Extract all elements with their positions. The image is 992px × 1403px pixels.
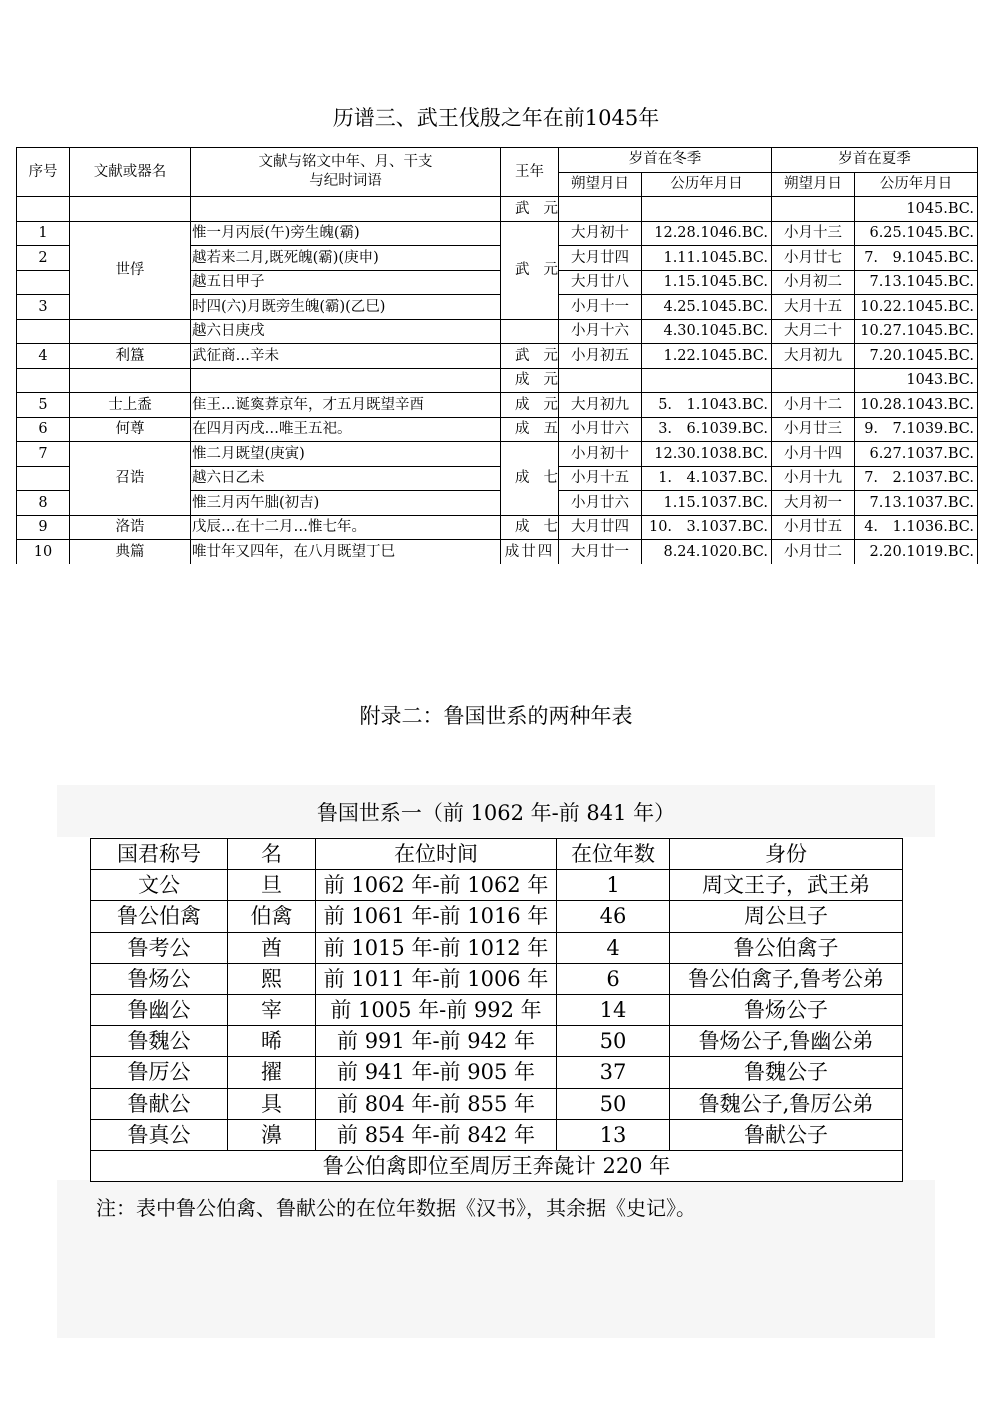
header-ruler-title: 国君称号: [91, 839, 228, 870]
cell-text: 在四月丙戌…唯王五祀。: [191, 417, 501, 442]
cell-text: 戊辰…在十二月…惟七年。: [191, 515, 501, 540]
cell-lunar-winter: 大月廿八: [559, 270, 642, 295]
table-row: [91, 1057, 903, 1088]
cell-seq: 6: [17, 417, 70, 442]
chronology-table: [16, 147, 978, 564]
header-text-line1: 文献与铭文中年、月、干支: [258, 154, 433, 170]
cell-greg-summer: 2.20.1019.BC.: [855, 540, 978, 564]
header-king-year: 王年: [501, 148, 559, 197]
header-source: 文献或器名: [70, 148, 191, 197]
cell-text: 越若来二月,既死魄(霸)(庚申): [191, 246, 501, 271]
cell-identity: 鲁炀公子,鲁幽公弟: [670, 1026, 903, 1057]
cell-seq: 8: [17, 491, 70, 516]
cell-name: 熙: [228, 963, 316, 994]
cell-ruler-title: 鲁幽公: [91, 994, 228, 1025]
cell-ruler-title: 鲁献公: [91, 1088, 228, 1119]
cell-reign-years: 14: [557, 994, 670, 1025]
cell-text: 惟二月既望(庚寅): [191, 442, 501, 467]
cell-reign-years: 13: [557, 1119, 670, 1150]
table-row: [91, 901, 903, 932]
cell-lunar-summer: 大月初九: [772, 344, 855, 369]
cell-seq: 2: [17, 246, 70, 271]
cell-greg-summer: 4. 1.1036.BC.: [855, 515, 978, 540]
appendix-title: 附录二：鲁国世系的两种年表: [359, 704, 633, 728]
cell-greg-summer: 10.27.1045.BC.: [855, 319, 978, 344]
cell-seq: [17, 270, 70, 295]
table-row: [17, 442, 978, 467]
cell-king-year: 武元: [501, 197, 559, 222]
cell-greg-winter: [642, 368, 772, 393]
header-lunar-winter: 朔望月日: [559, 172, 642, 197]
cell-greg-winter: 12.28.1046.BC.: [642, 221, 772, 246]
cell-greg-winter: 4.30.1045.BC.: [642, 319, 772, 344]
table-footer-row: [91, 1150, 903, 1181]
cell-reign-years: 50: [557, 1088, 670, 1119]
cell-king-year: 成七: [501, 515, 559, 540]
table-footer: 鲁公伯禽即位至周厉王奔彘计 220 年: [91, 1150, 903, 1181]
cell-seq: [17, 368, 70, 393]
cell-lunar-winter: 大月廿一: [559, 540, 642, 564]
cell-name: 具: [228, 1088, 316, 1119]
cell-text: [191, 197, 501, 222]
cell-lunar-winter: 大月初十: [559, 221, 642, 246]
table-row: [17, 344, 978, 369]
cell-greg-winter: 1.22.1045.BC.: [642, 344, 772, 369]
header-identity: 身份: [670, 839, 903, 870]
cell-lunar-summer: 小月十二: [772, 393, 855, 418]
table-row: [91, 1088, 903, 1119]
header-name: 名: [228, 839, 316, 870]
cell-name: 旦: [228, 870, 316, 901]
cell-reign-period: 前 941 年-前 905 年: [316, 1057, 557, 1088]
cell-identity: 鲁魏公子: [670, 1057, 903, 1088]
cell-source: 士上盉: [70, 393, 191, 418]
cell-greg-summer: 10.22.1045.BC.: [855, 295, 978, 320]
cell-reign-years: 46: [557, 901, 670, 932]
cell-identity: 鲁公伯禽子,鲁考公弟: [670, 963, 903, 994]
cell-greg-winter: 4.25.1045.BC.: [642, 295, 772, 320]
cell-lunar-winter: 大月廿四: [559, 515, 642, 540]
cell-name: 伯禽: [228, 901, 316, 932]
cell-reign-period: 前 804 年-前 855 年: [316, 1088, 557, 1119]
table-row: [17, 393, 978, 418]
cell-lunar-summer: 小月廿七: [772, 246, 855, 271]
table-row: [17, 221, 978, 246]
cell-seq: 7: [17, 442, 70, 467]
cell-greg-winter: 1.11.1045.BC.: [642, 246, 772, 271]
cell-lunar-summer: 小月初二: [772, 270, 855, 295]
cell-seq: 9: [17, 515, 70, 540]
cell-greg-summer: 9. 7.1039.BC.: [855, 417, 978, 442]
cell-king-year: 成五: [501, 417, 559, 442]
table-row: [91, 1026, 903, 1057]
cell-name: 酋: [228, 932, 316, 963]
cell-lunar-summer: 小月廿五: [772, 515, 855, 540]
cell-reign-period: 前 1061 年-前 1016 年: [316, 901, 557, 932]
cell-source: [70, 197, 191, 222]
cell-greg-winter: 1.15.1037.BC.: [642, 491, 772, 516]
cell-greg-winter: 1.15.1045.BC.: [642, 270, 772, 295]
cell-lunar-summer: 小月十四: [772, 442, 855, 467]
cell-greg-winter: 12.30.1038.BC.: [642, 442, 772, 467]
cell-greg-summer: 1043.BC.: [855, 368, 978, 393]
cell-reign-period: 前 991 年-前 942 年: [316, 1026, 557, 1057]
table-row: [17, 319, 978, 344]
cell-text: 隹王…诞寏葊京年，才五月既望辛酉: [191, 393, 501, 418]
cell-seq: 5: [17, 393, 70, 418]
cell-identity: 鲁献公子: [670, 1119, 903, 1150]
cell-name: 宰: [228, 994, 316, 1025]
cell-text: 武征商…辛未: [191, 344, 501, 369]
cell-king-year: 武元: [501, 344, 559, 369]
cell-text: 惟一月丙辰(午)旁生魄(霸): [191, 221, 501, 246]
cell-lunar-winter: 小月初十: [559, 442, 642, 467]
cell-reign-period: 前 1062 年-前 1062 年: [316, 870, 557, 901]
cell-greg-summer: 7. 9.1045.BC.: [855, 246, 978, 271]
cell-greg-winter: 10. 3.1037.BC.: [642, 515, 772, 540]
cell-lunar-summer: 大月二十: [772, 319, 855, 344]
table-row: [17, 368, 978, 393]
cell-seq: [17, 466, 70, 491]
cell-name: 擢: [228, 1057, 316, 1088]
cell-seq: 3: [17, 295, 70, 320]
cell-greg-summer: 7.20.1045.BC.: [855, 344, 978, 369]
header-lunar-summer: 朔望月日: [772, 172, 855, 197]
header-greg-summer: 公历年月日: [855, 172, 978, 197]
cell-lunar-summer: 小月十三: [772, 221, 855, 246]
table-row: [91, 994, 903, 1025]
cell-greg-summer: 6.27.1037.BC.: [855, 442, 978, 467]
cell-text: 惟三月丙午朏(初吉): [191, 491, 501, 516]
cell-ruler-title: 鲁真公: [91, 1119, 228, 1150]
cell-lunar-summer: 大月十五: [772, 295, 855, 320]
cell-source: [70, 319, 191, 344]
table-header-row: [91, 839, 903, 870]
cell-greg-summer: 7. 2.1037.BC.: [855, 466, 978, 491]
cell-king-year: [501, 319, 559, 344]
cell-seq: 4: [17, 344, 70, 369]
cell-source: 利簋: [70, 344, 191, 369]
cell-greg-summer: 7.13.1037.BC.: [855, 491, 978, 516]
cell-seq: 1: [17, 221, 70, 246]
cell-lunar-winter: 大月初九: [559, 393, 642, 418]
cell-identity: 鲁公伯禽子: [670, 932, 903, 963]
table-row: [17, 197, 978, 222]
table-row: [91, 963, 903, 994]
cell-reign-period: 前 1011 年-前 1006 年: [316, 963, 557, 994]
cell-lunar-winter: 小月初五: [559, 344, 642, 369]
cell-name: 晞: [228, 1026, 316, 1057]
cell-lunar-winter: 小月廿六: [559, 491, 642, 516]
table-row: [17, 515, 978, 540]
cell-greg-winter: 3. 6.1039.BC.: [642, 417, 772, 442]
lineage-table-title: 鲁国世系一（前 1062 年-前 841 年）: [316, 801, 676, 825]
cell-greg-summer: 1045.BC.: [855, 197, 978, 222]
header-reign-years: 在位年数: [557, 839, 670, 870]
cell-name: 濞: [228, 1119, 316, 1150]
cell-greg-winter: [642, 197, 772, 222]
table-row: [91, 1119, 903, 1150]
cell-greg-winter: 1. 4.1037.BC.: [642, 466, 772, 491]
cell-reign-years: 37: [557, 1057, 670, 1088]
cell-lunar-summer: 小月廿三: [772, 417, 855, 442]
cell-text: 越五日甲子: [191, 270, 501, 295]
cell-source: 召诰: [70, 442, 191, 516]
chronology-title: 历谱三、武王伐殷之年在前1045年: [332, 106, 660, 130]
header-winter: 岁首在冬季: [559, 148, 772, 173]
cell-lunar-winter: 小月十五: [559, 466, 642, 491]
cell-lunar-summer: 大月初一: [772, 491, 855, 516]
cell-text: [191, 368, 501, 393]
cell-text: 越六日乙未: [191, 466, 501, 491]
cell-ruler-title: 鲁公伯禽: [91, 901, 228, 932]
cell-ruler-title: 鲁魏公: [91, 1026, 228, 1057]
header-seq: 序号: [17, 148, 70, 197]
header-text-line2: 与纪时词语: [309, 173, 382, 189]
cell-seq: 10: [17, 540, 70, 564]
cell-text: 时四(六)月既旁生魄(霸)(乙巳): [191, 295, 501, 320]
cell-source: 世俘: [70, 221, 191, 319]
cell-reign-years: 50: [557, 1026, 670, 1057]
cell-king-year: 成廿四: [501, 540, 559, 564]
cell-reign-period: 前 1015 年-前 1012 年: [316, 932, 557, 963]
cell-king-year: 武元: [501, 221, 559, 319]
cell-source: 典篇: [70, 540, 191, 564]
cell-ruler-title: 鲁炀公: [91, 963, 228, 994]
cell-lunar-summer: 小月廿二: [772, 540, 855, 564]
cell-source: [70, 368, 191, 393]
table-row: [17, 540, 978, 564]
cell-reign-years: 4: [557, 932, 670, 963]
cell-identity: 周公旦子: [670, 901, 903, 932]
cell-king-year: 成七: [501, 442, 559, 516]
cell-identity: 鲁炀公子: [670, 994, 903, 1025]
cell-source: 洛诰: [70, 515, 191, 540]
cell-king-year: 成元: [501, 393, 559, 418]
header-greg-winter: 公历年月日: [642, 172, 772, 197]
cell-lunar-winter: 小月廿六: [559, 417, 642, 442]
cell-ruler-title: 鲁考公: [91, 932, 228, 963]
header-summer: 岁首在夏季: [772, 148, 978, 173]
cell-identity: 鲁魏公子,鲁厉公弟: [670, 1088, 903, 1119]
cell-lunar-summer: [772, 368, 855, 393]
cell-greg-summer: 6.25.1045.BC.: [855, 221, 978, 246]
cell-lunar-winter: 大月廿四: [559, 246, 642, 271]
cell-reign-years: 1: [557, 870, 670, 901]
header-text: [191, 148, 501, 197]
cell-seq: [17, 319, 70, 344]
cell-lunar-winter: 小月十一: [559, 295, 642, 320]
lu-lineage-table: [90, 838, 903, 1182]
table-row: [91, 932, 903, 963]
cell-reign-period: 前 854 年-前 842 年: [316, 1119, 557, 1150]
cell-greg-summer: 7.13.1045.BC.: [855, 270, 978, 295]
cell-seq: [17, 197, 70, 222]
cell-text: 越六日庚戌: [191, 319, 501, 344]
cell-lunar-winter: 小月十六: [559, 319, 642, 344]
cell-greg-summer: 10.28.1043.BC.: [855, 393, 978, 418]
cell-reign-period: 前 1005 年-前 992 年: [316, 994, 557, 1025]
cell-greg-winter: 5. 1.1043.BC.: [642, 393, 772, 418]
cell-identity: 周文王子，武王弟: [670, 870, 903, 901]
cell-ruler-title: 鲁厉公: [91, 1057, 228, 1088]
cell-lunar-summer: [772, 197, 855, 222]
cell-text: 唯廿年又四年，在八月既望丁巳: [191, 540, 501, 564]
cell-greg-winter: 8.24.1020.BC.: [642, 540, 772, 564]
footnote: 注：表中鲁公伯禽、鲁献公的在位年数据《汉书》，其余据《史记》。: [96, 1196, 696, 1220]
cell-source: 何尊: [70, 417, 191, 442]
cell-lunar-summer: 小月十九: [772, 466, 855, 491]
cell-king-year: 成元: [501, 368, 559, 393]
table-header-row: [17, 148, 978, 173]
cell-ruler-title: 文公: [91, 870, 228, 901]
table-row: [91, 870, 903, 901]
table-row: [17, 417, 978, 442]
cell-reign-years: 6: [557, 963, 670, 994]
header-reign-period: 在位时间: [316, 839, 557, 870]
